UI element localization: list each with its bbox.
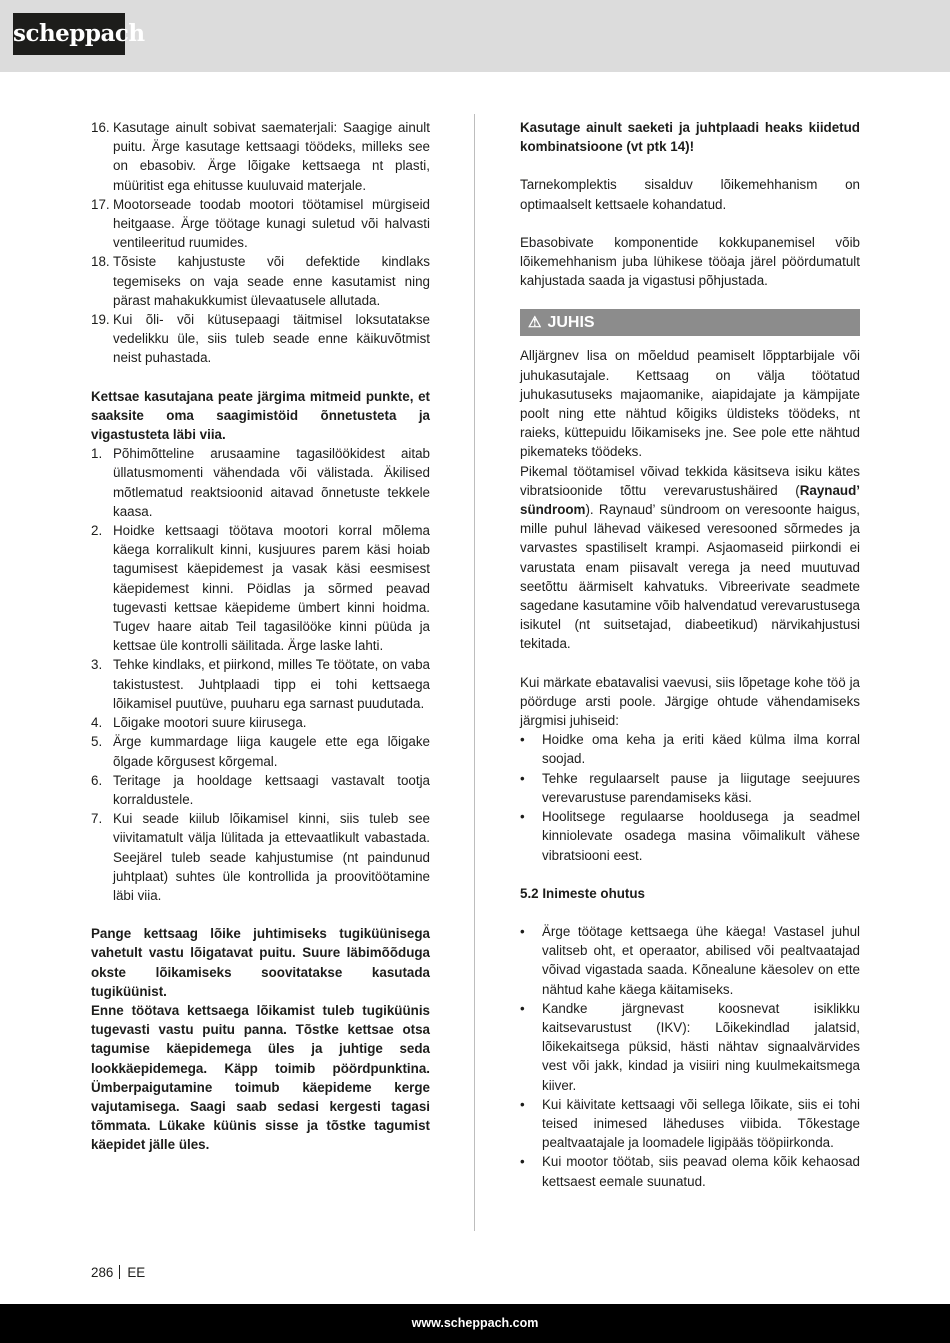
list-item — [91, 118, 430, 195]
item-number: 7. — [91, 811, 103, 827]
item-text: Lõigake mootori suure kiirusega. — [113, 715, 307, 731]
page-number: 286 — [91, 1265, 114, 1280]
item-text: Teritage ja hooldage kettsaagi vastavalt tootja korraldustele. — [113, 772, 430, 807]
column-divider — [474, 114, 475, 1231]
raynaud-paragraph: Pikemal töötamisel võivad tekkida käsitseva isiku kätes vibratsioonide tõttu verevarustushäired (Raynaud’ sündroom). Raynaud’ sündroom on veresoonte haigus, mille puhul lähevad väikesed veresooned sõrmedes ja varvastes spastiliselt krampi. Asjaomaseid piirkondi ei varustata enam piisavalt verega ja need muutuvad seetõttu äärmiselt kahvatuks. Vibreerivate seadmete sagedane kasutamine võib halvendatud verevarustusega isikutel (nt suitsetajad, diabeetikud) närvikahjustusi tekitada. — [520, 463, 860, 652]
list-item — [520, 922, 860, 999]
paragraph: Kui märkate ebatavalisi vaevusi, siis lõpetage kohe töö ja pöörduge arsti poole. Järgige ohtude vähendamiseks järgmisi juhiseid: — [520, 674, 860, 729]
warning-triangle-icon: ⚠ — [528, 314, 542, 332]
bullet-icon: • — [520, 923, 525, 939]
item-text: Hoidke oma keha ja eriti käed külma ilma korral soojad. — [542, 732, 860, 767]
item-text: Tehke regulaarselt pause ja liigutage seejuures verevarustuse parendamiseks käsi. — [542, 770, 860, 805]
juhis-title: JUHIS — [547, 314, 595, 332]
bold-paragraph-cutting-technique: Enne töötava kettsaega lõikamist tuleb tugiküünis tugevasti vastu puitu panna. Tõstke kettsae otsa tagumise käepidemega üles ja juhtige seda lookkäepidemega. Käpp toimib pöördpunktina. Ümberpaigutamine toimub käepideme kerge vajutamisega. Saagi saab sedasi kergesti tagasi tõmmata. Lükake küünis sisse ja tõstke tagumist käepidet jälle üles. — [91, 1002, 430, 1153]
bullet-icon: • — [520, 1154, 525, 1170]
item-number: 1. — [91, 446, 103, 462]
website-url: www.scheppach.com — [411, 1316, 539, 1330]
item-text: Hoidke kettsaagi töötava mootori korral mõlema käega korralikult kinni, kusjuures parem käsi hoiab tagumisest käepidemest ja vasak käsi eesmisest käepidemest kinni. Pöidlas ja sõrmed peavad tugevasti kettsae käepideme ümbert kinni hoidma. Tugev haare aitab Teil tagasilööke kinni püüda ja kettsae üle kontrolli säilitada. Ärge laske lahti. — [113, 523, 430, 654]
item-text: Ärge kummardage liiga kaugele ette ega lõigake õlgade kõrgusest kõrgemal. — [113, 734, 430, 769]
item-text: Hoolitsege regulaarse hooldusega ja seadmel kinniolevate osadega masina võimalikult vähese vibratsiooni eest. — [542, 809, 860, 863]
bold-paragraph-support-claw: Pange kettsaag lõike juhtimiseks tugiküünisega vahetult vastu lõigatavat puitu. Suure läbimõõduga okste lõikamiseks soovitatakse kasutada tugiküünist. — [91, 926, 430, 999]
item-text: Kasutage ainult sobivat saematerjali: Saagige ainult puitu. Ärge kasutage kettsaagi töödeks, milleks see on ebasobiv. Ärge lõigake kettsaega nt plasti, müüritist ega ehitusse kuuluvaid materjale. — [113, 120, 430, 193]
item-number: 5. — [91, 734, 103, 750]
bullet-list-vibration — [520, 730, 860, 864]
bold-combination-note: Kasutage ainult saeketi ja juhtplaadi heaks kiidetud kombinatsioone (vt ptk 14)! — [520, 120, 860, 155]
list-item — [91, 732, 430, 770]
bullet-icon: • — [520, 809, 525, 825]
bullet-icon: • — [520, 1096, 525, 1112]
item-text: Põhimõtteline arusaamine tagasilöökidest aitab üllatusmomenti vähendada või välistada. Äkilised mõtlematud reaktsioonid aitavad õnnetuste tekkele kaasa. — [113, 446, 430, 519]
bullet-list-person-safety — [520, 922, 860, 1191]
list-item — [520, 769, 860, 807]
right-column — [520, 118, 860, 1191]
list-item — [91, 713, 430, 732]
item-text: Ärge töötage kettsaega ühe käega! Vastasel juhul valitseb oht, et operaator, abilised või pealtvaatajad võivad vigastada saada. Kõnealune käesolev on ette nähtud kahe käega käitamiseks. — [542, 923, 860, 997]
list-item — [91, 252, 430, 310]
item-number: 18. — [91, 254, 110, 270]
item-number: 17. — [91, 196, 110, 212]
page-number-line — [91, 1265, 145, 1280]
page-footer — [0, 1304, 950, 1343]
item-text: Mootorseade toodab mootori töötamisel mürgiseid heitgaase. Ärge töötage kunagi suletud või halvasti ventileeritud ruumides. — [113, 196, 430, 251]
list-item — [91, 444, 430, 521]
item-text: Kui käivitate kettsaagi või sellega lõikate, siis ei tohi teised inimesed läheduses viibida. Tõkestage pealtvaatajale ja loomadele ligipääs tööpiirkonda. — [542, 1096, 860, 1151]
item-number: 16. — [91, 120, 110, 135]
list-item — [91, 771, 430, 809]
raynaud-term: Raynaud’ sündroom — [520, 482, 860, 518]
juhis-heading-bar — [520, 309, 860, 336]
list-item — [91, 655, 430, 713]
list-item — [91, 195, 430, 253]
paragraph: Alljärgnev lisa on mõeldud peamiselt lõpptarbijale või juhukasutajale. Kettsaag on välja töötatud juhukasutuseks majaomanike, aiapidajate ja kämpijate poolt ning ette nähtud kõigiks üldisteks töödeks, nt raieks, küttepuidu lõikamiseks jne. See pole ette nähtud pikemateks töödeks. — [520, 348, 860, 460]
list-item — [520, 807, 860, 865]
bold-intro: Kettsae kasutajana peate järgima mitmeid punkte, et saaksite oma saagimistöid õnnetusteta ja vigastusteta läbi viia. — [91, 388, 430, 443]
item-text: Kandke järgnevast koosnevat isiklikku kaitsevarustust (IKV): Lõikekindlad jalatsid, lõikekaitsega püksid, hästi nähtav signaalvärvides vest või jakk, kindad ja visiiri ning kuulmekaitsmega kiiver. — [542, 1000, 860, 1093]
item-number: 6. — [91, 772, 103, 788]
paragraph: Ebasobivate komponentide kokkupanemisel võib lõikemehhanism juba lühikese tööaja järel pöördumatult kahjustada saada ja vigastusi põhjustada. — [520, 234, 860, 289]
paragraph: Tarnekomplektis sisalduv lõikemehhanism on optimaalselt kettsaele kohandatud. — [520, 177, 860, 212]
scheppach-logo: scheppach — [13, 13, 125, 55]
item-number: 3. — [91, 657, 103, 673]
list-item — [91, 809, 430, 905]
list-item — [520, 1095, 860, 1153]
item-text: Kui õli- või kütusepaagi täitmisel loksutatakse vedelikku üle, siis tuleb seade enne käikuvõtmist neist puhastada. — [113, 312, 430, 366]
section-heading: 5.2 Inimeste ohutus — [520, 885, 646, 901]
bullet-icon: • — [520, 770, 525, 786]
item-text: Tehke kindlaks, et piirkond, milles Te töötate, on vaba takistustest. Juhtplaadi tipp ei tohi kettsaega lõikamisel puutüve, puuharu ega sarnast puudutada. — [113, 657, 430, 711]
item-number: 19. — [91, 312, 110, 328]
item-text: Kui mootor töötab, siis peavad olema kõik kehaosad kettsaest eemale suunatud. — [542, 1154, 860, 1189]
numbered-list-1-7 — [91, 444, 430, 905]
list-item — [520, 999, 860, 1095]
language-code: EE — [127, 1265, 146, 1280]
left-column — [91, 118, 430, 1155]
item-text: Tõsiste kahjustuste või defektide kindlaks tegemiseks on vaja seade enne kasutamist ning pärast mahakukkumist ülevaatusele allutada. — [113, 254, 430, 308]
list-item — [520, 730, 860, 768]
item-number: 4. — [91, 715, 103, 731]
numbered-list-16-19 — [91, 118, 430, 368]
list-item — [91, 310, 430, 368]
page-separator — [119, 1265, 120, 1279]
item-text: Kui seade kiilub lõikamisel kinni, siis tuleb see viivitamatult välja lülitada ja ettevaatlikult vabastada. Seejärel tuleb seade kahjustumise (nt paindunud juhtplaat) suhtes üle kontrollida ja proovitöötamine läbi viia. — [113, 811, 430, 903]
page-header — [0, 0, 950, 72]
bullet-icon: • — [520, 1000, 525, 1016]
list-item — [520, 1152, 860, 1190]
item-number: 2. — [91, 523, 103, 539]
list-item — [91, 521, 430, 655]
bullet-icon: • — [520, 732, 525, 748]
